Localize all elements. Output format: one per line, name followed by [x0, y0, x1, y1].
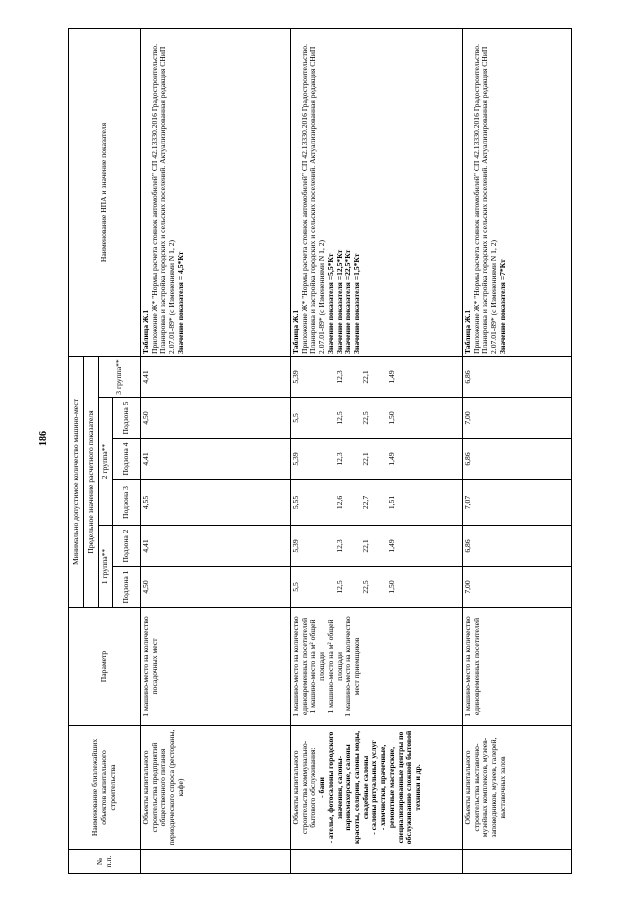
- parking-norms-table: [68, 28, 572, 874]
- value: 1,51: [387, 495, 396, 510]
- value: 5,5: [291, 582, 300, 592]
- value: 5,39: [291, 539, 300, 553]
- value-cell: 7,07: [463, 480, 572, 526]
- value: 12,3: [335, 452, 344, 466]
- value-cell: [291, 439, 463, 480]
- header-group3: 3 группа**: [99, 356, 141, 397]
- header-group1: 1 группа**: [99, 526, 113, 608]
- npa-value: Значение показателя =12,5*Кт: [334, 249, 344, 354]
- npa-cell: [463, 28, 572, 356]
- page-number: 186: [38, 431, 49, 446]
- value: 1,49: [387, 539, 396, 553]
- header-param: Параметр: [69, 608, 141, 726]
- value: 5,55: [291, 495, 300, 510]
- value-cell: 4,41: [141, 356, 291, 397]
- param-line: 1 машино-место на м² общей площади: [325, 619, 344, 714]
- object-name: Объекты капитального строительства предприятий общественного питания периодического спроса (рестораны, кафе): [141, 726, 291, 850]
- value: 22,1: [361, 370, 370, 384]
- npa-cell: [291, 28, 463, 356]
- table-row: [291, 28, 463, 873]
- value-cell: 6,86: [463, 356, 572, 397]
- value-cell: [291, 480, 463, 526]
- header-pod1: Подзона 1: [113, 567, 141, 608]
- value-cell: 4,41: [141, 526, 291, 567]
- npa-value: Значение показателя =22,5*Кт: [343, 249, 353, 354]
- npa-source-text: Приложение Ж* "Нормы расчета стоянок автомобилей" СП 42.13330.2016 Градостроительство. Планировка и застройка городских и сельских поселений. Актуализированная редакция СНиП 2.07.01-89* (с Изменениями N 1, 2): [471, 43, 499, 354]
- header-pod2: Подзона 2: [113, 526, 141, 567]
- value: 22,5: [361, 580, 370, 594]
- value: 5,5: [291, 413, 300, 423]
- header-min-spaces: Минимально допустимое количество машино-мест: [69, 356, 84, 607]
- value: 22,1: [361, 452, 370, 466]
- value: 1,49: [387, 370, 396, 384]
- value-cell: 7,00: [463, 567, 572, 608]
- object-line: - химчистки, прачечные, ремонтные мастерские, специализированные центры по обслуживанию сложной бытовой техники и др.: [378, 730, 423, 845]
- value: 12,3: [335, 370, 344, 384]
- value: 1,50: [387, 580, 396, 594]
- value: 12,5: [335, 411, 344, 425]
- npa-table-ref: Таблица Ж.1: [463, 309, 472, 354]
- value-cell: 4,55: [141, 480, 291, 526]
- row-num: [141, 850, 291, 874]
- param-line: 1 машино-место на количество единовременных посетителей: [291, 616, 309, 717]
- object-name: [291, 726, 463, 850]
- value: 5,39: [291, 370, 300, 384]
- npa-source-text: Приложение Ж* "Нормы расчета стоянок автомобилей" СП 42.13330.2016 Градостроительство. Планировка и застройка городских и сельских поселений. Актуализированная редакция СНиП 2.07.01-89* (с Изменениями N 1, 2): [149, 43, 177, 354]
- header-pod3: Подзона 3: [113, 480, 141, 526]
- param: 1 машино-место на количество посадочных мест: [141, 608, 291, 726]
- value-cell: [291, 398, 463, 439]
- header-limit-value: Предельное значение расчетного показателя: [84, 356, 99, 607]
- object-line: - салоны ритуальных услуг: [369, 740, 379, 835]
- value: 12,5: [335, 580, 344, 594]
- object-line: - ателье, фотосалоны городского значения, салоны-парикмахерские, салоны красоты, солярии, салоны моды, свадебные салоны: [325, 730, 370, 845]
- value-cell: 4,50: [141, 567, 291, 608]
- value: 12,6: [335, 495, 344, 510]
- value-cell: 7,00: [463, 398, 572, 439]
- object-line: Объекты капитального строительства коммунально-бытового обслуживания:: [291, 740, 318, 835]
- header-group2: 2 группа**: [99, 398, 113, 526]
- value: 22,1: [361, 539, 370, 553]
- npa-value: Значение показателя =1,5*Кт: [352, 253, 362, 354]
- npa-value: Значение показателя =7*Кт: [497, 259, 507, 354]
- header-npa: Наименование НПА и значение показателя: [69, 28, 141, 356]
- npa-value: Значение показателя =5,5*Кт: [325, 253, 335, 354]
- object-line: - бани: [317, 777, 327, 798]
- value: 22,7: [361, 495, 370, 510]
- value: 5,39: [291, 452, 300, 466]
- npa-table-ref: Таблица Ж.1: [291, 309, 300, 354]
- value-cell: [291, 526, 463, 567]
- header-pod4: Подзона 4: [113, 439, 141, 480]
- npa-table-ref: Таблица Ж.1: [141, 309, 150, 354]
- table-row: [463, 28, 572, 873]
- param: [291, 608, 463, 726]
- value-cell: 4,41: [141, 439, 291, 480]
- table-row: [141, 28, 291, 873]
- param-line: 1 машино-место на м² общей площади: [308, 619, 327, 714]
- value-cell: 6,86: [463, 526, 572, 567]
- value: 12,3: [335, 539, 344, 553]
- npa-value: Значение показателя = 4,5*Кт: [175, 251, 185, 354]
- value-cell: 6,86: [463, 439, 572, 480]
- value-cell: [291, 567, 463, 608]
- value: 22,5: [361, 411, 370, 425]
- row-num: [463, 850, 572, 874]
- param-line: 1 машино-место на количество мест приемщиков: [343, 616, 362, 717]
- row-num: [291, 850, 463, 874]
- header-pod5: Подзона 5: [113, 398, 141, 439]
- npa-cell: [141, 28, 291, 356]
- value: 1,49: [387, 452, 396, 466]
- value-cell: [291, 356, 463, 397]
- header-object: Наименование близлежайших объектов капитального строительства: [69, 726, 141, 850]
- rotated-table-container: [68, 29, 571, 874]
- param: 1 машино-место на количество единовременных посетителей: [463, 608, 572, 726]
- value-cell: 4,50: [141, 398, 291, 439]
- npa-source-text: Приложение Ж* "Нормы расчета стоянок автомобилей" СП 42.13330.2016 Градостроительство. Планировка и застройка городских и сельских поселений. Актуализированная редакция СНиП 2.07.01-89* (с Изменениями N 1, 2): [299, 43, 327, 354]
- value: 1,50: [387, 411, 396, 425]
- object-name: Объекты капитального строительства выставочно-музейных комплексов, музеев-заповедников, музеев, галерей, выставочных залов: [463, 726, 572, 850]
- header-num: № п.п.: [69, 850, 141, 874]
